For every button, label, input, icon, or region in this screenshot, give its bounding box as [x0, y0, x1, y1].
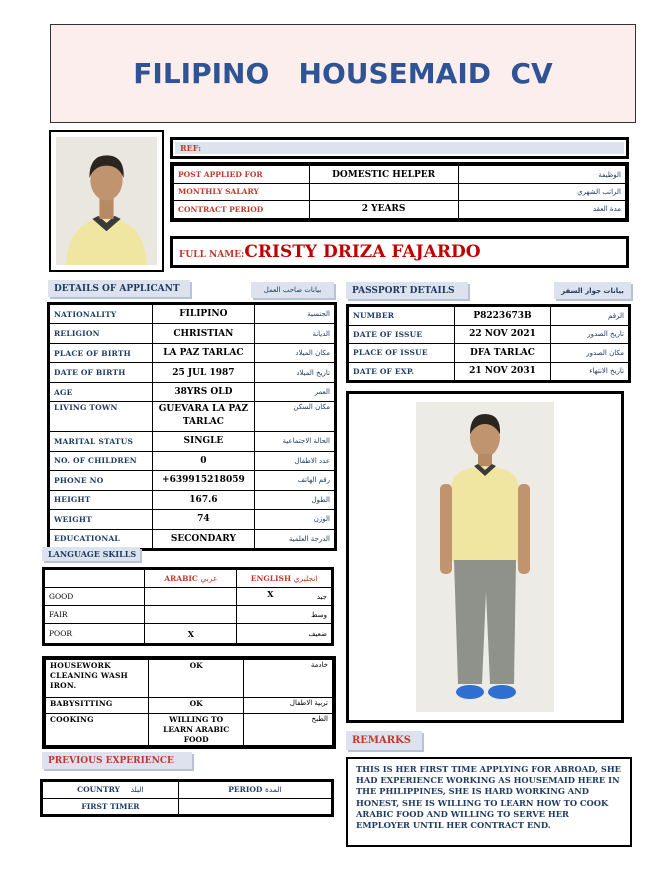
detail-arabic: عدد الاطفال — [255, 451, 335, 470]
experience-header-text: PREVIOUS EXPERIENCE — [48, 755, 174, 766]
language-arabic-mark — [145, 588, 237, 606]
table-row — [43, 798, 332, 815]
language-col-english-ar: انجليزي — [293, 574, 318, 584]
passport-arabic: الرقم — [550, 307, 628, 326]
table-row — [46, 714, 333, 746]
passport-label: DATE OF ISSUE — [349, 325, 455, 344]
detail-label: RELIGION — [50, 324, 153, 343]
table-row — [45, 606, 332, 624]
detail-value: GUEVARA LA PAZ TARLAC — [152, 402, 255, 432]
skill-value: OK — [149, 660, 244, 698]
details-header-arabic — [251, 282, 334, 298]
experience-header — [42, 752, 192, 769]
detail-arabic: الحالة الاجتماعية — [255, 432, 335, 451]
full-name-label: FULL NAME: — [179, 249, 245, 260]
language-level-label: POOR — [45, 624, 145, 644]
ref-label: REF: — [180, 143, 202, 153]
language-english-mark: X — [267, 589, 274, 600]
detail-label: PLACE OF BIRTH — [50, 343, 153, 362]
passport-table — [346, 304, 631, 383]
detail-label: DATE OF BIRTH — [50, 363, 153, 382]
language-english-cell — [237, 624, 332, 644]
table-row — [46, 660, 333, 698]
table-row — [50, 510, 335, 529]
period-arabic: المدة — [265, 785, 282, 795]
detail-label: NO. OF CHILDREN — [50, 451, 153, 470]
remarks-box — [346, 757, 632, 847]
detail-value: LA PAZ TARLAC — [152, 343, 255, 362]
full-name-value: CRISTY DRIZA FAJARDO — [244, 242, 481, 262]
experience-country-value: FIRST TIMER — [43, 798, 179, 815]
remarks-header-text: REMARKS — [352, 735, 411, 746]
ref-bar — [170, 137, 629, 159]
detail-label: HEIGHT — [50, 490, 153, 509]
passport-header — [346, 282, 468, 299]
contract-value: 2 YEARS — [309, 200, 458, 218]
table-row — [46, 698, 333, 714]
experience-period-header — [178, 782, 331, 799]
table-row — [50, 324, 335, 343]
language-col-arabic-ar: عربي — [200, 574, 218, 584]
detail-value: 0 — [152, 451, 255, 470]
detail-value: 167.6 — [152, 490, 255, 509]
full-name-bar — [170, 236, 629, 268]
detail-value: +639915218059 — [152, 471, 255, 490]
passport-arabic: مكان الصدور — [550, 344, 628, 363]
language-col-arabic-label: ARABIC — [164, 574, 198, 584]
post-value: DOMESTIC HELPER — [309, 166, 458, 184]
table-row — [174, 166, 626, 184]
page-title: FILIPINO HOUSEMAID CV — [133, 57, 553, 90]
detail-arabic: مكان الميلاد — [255, 343, 335, 362]
details-header-text: DETAILS OF APPLICANT — [54, 283, 180, 294]
table-row — [50, 471, 335, 490]
detail-value: SECONDARY — [152, 529, 255, 548]
language-arabic-mark — [145, 606, 237, 624]
passport-value: P8223673B — [455, 307, 550, 326]
table-row — [43, 782, 332, 799]
table-row — [50, 382, 335, 401]
language-level-arabic: وسط — [311, 610, 327, 619]
passport-label: PLACE OF ISSUE — [349, 344, 455, 363]
skill-label: HOUSEWORK CLEANING WASH IRON. — [46, 660, 149, 698]
salary-value — [309, 184, 458, 201]
detail-value: 25 JUL 1987 — [152, 363, 255, 382]
passport-label: DATE OF EXP. — [349, 362, 455, 381]
skill-value: OK — [149, 698, 244, 714]
table-row — [50, 490, 335, 509]
language-level-arabic: جيد — [316, 592, 327, 601]
language-header-text: LANGUAGE SKILLS — [48, 549, 137, 559]
remarks-header — [346, 731, 422, 750]
remarks-text: THIS IS HER FIRST TIME APPLYING FOR ABROAD, SHE HAD EXPERIENCE WORKING AS HOUSEMAID HERE IN THE PHILIPPINES, SHE IS HARD WORKING AND HONEST, SHE IS WILLING TO LEARN HOW TO COOK ARABIC FOOD AND WILLING TO SERVE HER EMPLOYER UNTIL HER CONTRACT END. — [356, 764, 621, 830]
table-row — [50, 451, 335, 470]
table-row — [50, 529, 335, 548]
table-row — [349, 362, 629, 381]
language-arabic-mark: X — [145, 624, 237, 644]
passport-value: 22 NOV 2021 — [455, 325, 550, 344]
detail-value: 74 — [152, 510, 255, 529]
language-level-arabic: ضعيف — [308, 629, 327, 638]
language-level-label: GOOD — [45, 588, 145, 606]
table-row — [349, 307, 629, 326]
skill-arabic: خادمة — [244, 660, 333, 698]
detail-label: LIVING TOWN — [50, 402, 153, 432]
period-label: PERIOD — [228, 785, 263, 795]
detail-arabic: رقم الهاتف — [255, 471, 335, 490]
detail-value: CHRISTIAN — [152, 324, 255, 343]
detail-value: 38YRS OLD — [152, 382, 255, 401]
language-level-label: FAIR — [45, 606, 145, 624]
salary-arabic: الراتب الشهري — [458, 184, 625, 201]
country-arabic: البلد — [130, 785, 144, 795]
language-col-english — [237, 570, 332, 588]
detail-label: NATIONALITY — [50, 305, 153, 324]
table-row — [45, 588, 332, 606]
table-row — [349, 325, 629, 344]
passport-header-text: PASSPORT DETAILS — [352, 285, 455, 296]
table-row — [174, 184, 626, 201]
details-header-arabic-text: بيانات صاحب العمل — [263, 286, 322, 294]
full-body-photo-frame — [346, 391, 624, 723]
language-header-blank — [45, 570, 145, 588]
post-arabic: الوظيفة — [458, 166, 625, 184]
detail-arabic: الجنسية — [255, 305, 335, 324]
experience-period-value — [178, 798, 331, 815]
detail-label: WEIGHT — [50, 510, 153, 529]
passport-value: 21 NOV 2031 — [455, 362, 550, 381]
table-row — [50, 363, 335, 382]
detail-arabic: تاريخ الميلاد — [255, 363, 335, 382]
skill-arabic: الطبخ — [244, 714, 333, 746]
detail-arabic: مكان السكن — [255, 402, 335, 432]
table-row — [50, 432, 335, 451]
passport-label: NUMBER — [349, 307, 455, 326]
title-banner — [50, 24, 636, 123]
skill-label: BABYSITTING — [46, 698, 149, 714]
post-table — [170, 162, 629, 222]
table-row — [349, 344, 629, 363]
experience-table — [40, 779, 334, 817]
skill-value: WILLING TO LEARN ARABIC FOOD — [149, 714, 244, 746]
full-body-photo — [416, 402, 554, 712]
language-col-english-label: ENGLISH — [250, 574, 292, 584]
details-header — [48, 280, 190, 297]
detail-label: AGE — [50, 382, 153, 401]
table-row — [50, 343, 335, 362]
passport-photo — [56, 137, 157, 265]
skill-arabic: تربية الاطفال — [244, 698, 333, 714]
contract-label: CONTRACT PERIOD — [174, 200, 310, 218]
language-col-arabic — [145, 570, 237, 588]
detail-value: FILIPINO — [152, 305, 255, 324]
detail-arabic: الدرجة العلمية — [255, 529, 335, 548]
detail-arabic: الوزن — [255, 510, 335, 529]
details-table — [47, 302, 337, 551]
detail-arabic: الطول — [255, 490, 335, 509]
detail-label: MARITAL STATUS — [50, 432, 153, 451]
detail-arabic: الديانة — [255, 324, 335, 343]
detail-value: SINGLE — [152, 432, 255, 451]
detail-arabic: العمر — [255, 382, 335, 401]
language-table — [42, 567, 334, 646]
contract-arabic: مدة العقد — [458, 200, 625, 218]
passport-arabic: تاريخ الصدور — [550, 325, 628, 344]
detail-label: PHONE NO — [50, 471, 153, 490]
language-header — [42, 547, 140, 561]
passport-header-arabic — [554, 282, 631, 299]
skill-label: COOKING — [46, 714, 149, 746]
experience-country-header — [43, 782, 179, 799]
table-row — [174, 200, 626, 218]
language-english-cell — [237, 588, 332, 606]
detail-label: EDUCATIONAL — [50, 529, 153, 548]
salary-label: MONTHLY SALARY — [174, 184, 310, 201]
passport-photo-frame — [49, 130, 164, 272]
post-label: POST APPLIED FOR — [174, 166, 310, 184]
passport-value: DFA TARLAC — [455, 344, 550, 363]
passport-arabic: تاريخ الانتهاء — [550, 362, 628, 381]
table-row — [45, 624, 332, 644]
language-english-cell — [237, 606, 332, 624]
country-label: COUNTRY — [77, 785, 120, 795]
table-row — [50, 402, 335, 432]
table-row — [50, 305, 335, 324]
skills-table — [42, 656, 336, 749]
table-row — [45, 570, 332, 588]
passport-header-arabic-text: بيانات جواز السفر — [561, 286, 624, 295]
